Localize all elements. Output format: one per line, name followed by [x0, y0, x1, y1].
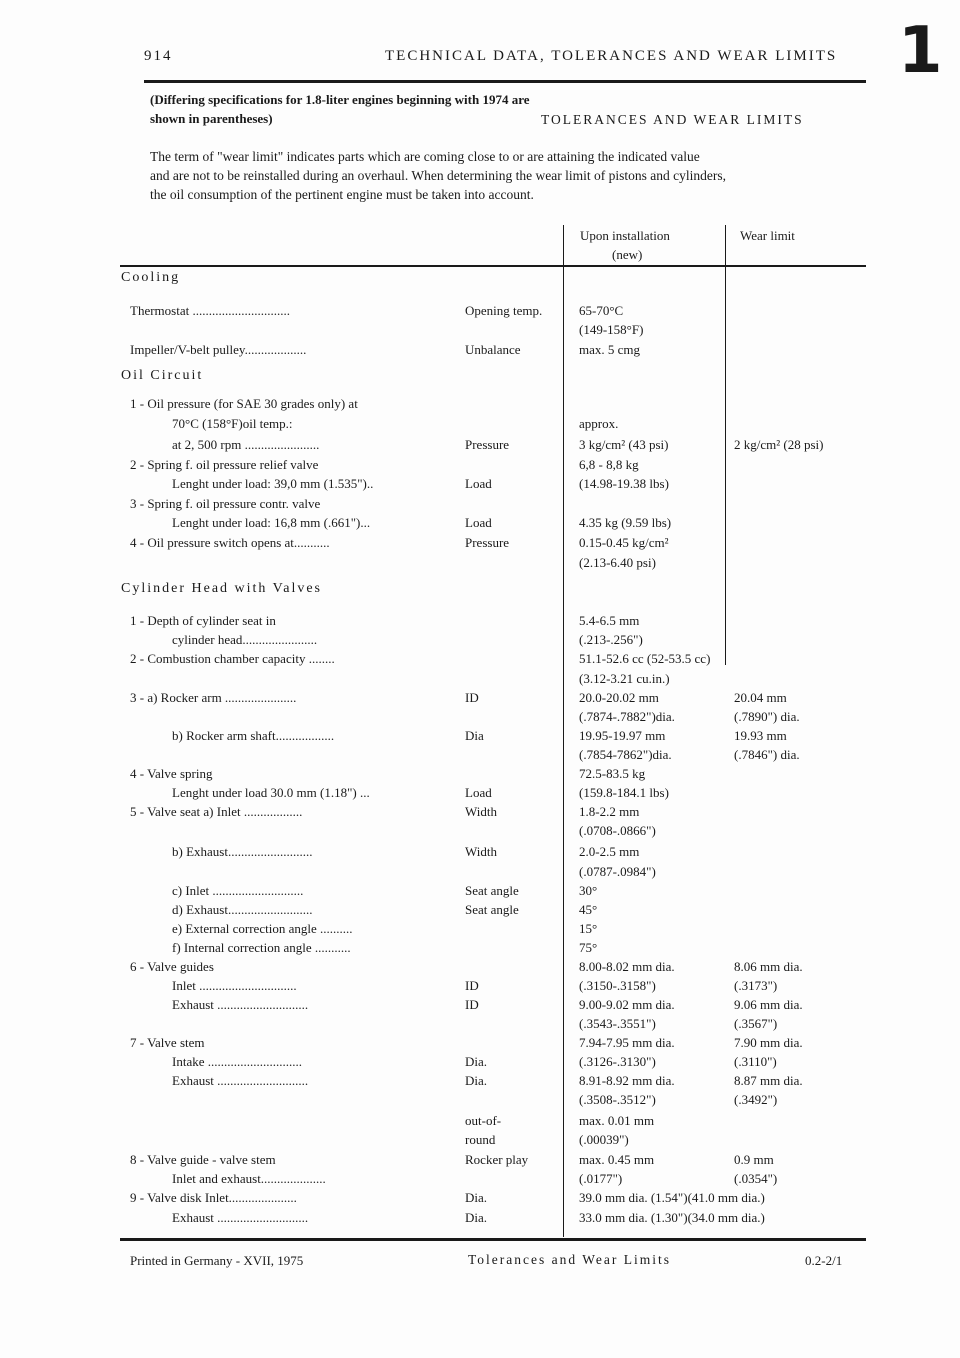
row-parameter: Unbalance — [465, 342, 521, 357]
row-install-value: 1.8-2.2 mm — [579, 804, 640, 819]
row-parameter: round — [465, 1132, 496, 1147]
row-parameter: Dia. — [465, 1073, 488, 1088]
row-wear-value: (.3110") — [734, 1054, 777, 1069]
row-label: Inlet .............................. — [172, 978, 297, 993]
footer-printed: Printed in Germany - XVII, 1975 — [130, 1253, 304, 1268]
row-install-value: 3 kg/cm² (43 psi) — [579, 437, 669, 452]
row-install-value: 65-70°C — [579, 303, 624, 318]
row-wear-value: (.3492") — [734, 1092, 778, 1107]
row-wear-value: (.7890") dia. — [734, 709, 800, 724]
row-install-value: 8.00-8.02 mm dia. — [579, 959, 675, 974]
footer-rule — [120, 1238, 866, 1241]
row-label: at 2, 500 rpm ....................... — [172, 437, 320, 452]
row-install-value: max. 5 cmg — [579, 342, 641, 357]
row-wear-value: 9.06 mm dia. — [734, 997, 803, 1012]
row-parameter: Load — [465, 476, 492, 491]
row-install-value: (.00039") — [579, 1132, 629, 1147]
row-label: Exhaust ............................ — [172, 1210, 309, 1225]
row-install-value: 39.0 mm dia. (1.54")(41.0 mm dia.) — [579, 1190, 765, 1205]
row-install-value: (.0177") — [579, 1171, 623, 1186]
row-label: 1 - Oil pressure (for SAE 30 grades only) at — [130, 396, 358, 411]
intro-paragraph-line-3: the oil consumption of the pertinent engine must be taken into account. — [150, 187, 534, 202]
row-wear-value: 8.06 mm dia. — [734, 959, 803, 974]
row-install-value: (.3150-.3158") — [579, 978, 656, 993]
row-parameter: ID — [465, 978, 479, 993]
row-parameter: ID — [465, 997, 479, 1012]
row-label: 2 - Combustion chamber capacity ........ — [130, 651, 335, 666]
row-install-value: (.213-.256") — [579, 632, 643, 647]
section-heading: Oil Circuit — [121, 368, 204, 383]
row-label: c) Inlet ............................ — [172, 883, 304, 898]
row-label: Exhaust ............................ — [172, 1073, 309, 1088]
row-parameter: Pressure — [465, 437, 510, 452]
row-parameter: Width — [465, 804, 497, 819]
col-wear-heading: Wear limit — [740, 228, 795, 243]
row-label: Inlet and exhaust.................... — [172, 1171, 326, 1186]
row-parameter: Dia — [465, 728, 484, 743]
row-install-value: (.7854-7862")dia. — [579, 747, 672, 762]
row-install-value: (.3126-.3130") — [579, 1054, 656, 1069]
row-install-value: approx. — [579, 416, 619, 431]
row-label: Lenght under load: 39,0 mm (1.535").. — [172, 476, 374, 491]
row-install-value: 20.0-20.02 mm — [579, 690, 659, 705]
row-install-value: (159.8-184.1 lbs) — [579, 785, 669, 800]
row-install-value: (149-158°F) — [579, 322, 644, 337]
row-install-value: 2.0-2.5 mm — [579, 844, 640, 859]
row-label: 6 - Valve guides — [130, 959, 214, 974]
page-number: 914 — [144, 48, 173, 64]
row-parameter: Seat angle — [465, 902, 519, 917]
row-label: Impeller/V-belt pulley................... — [130, 342, 307, 357]
row-parameter: Opening temp. — [465, 303, 543, 318]
row-install-value: max. 0.45 mm — [579, 1152, 655, 1167]
row-label: 3 - Spring f. oil pressure contr. valve — [130, 496, 321, 511]
section-subtitle: TOLERANCES AND WEAR LIMITS — [541, 112, 804, 127]
section-heading: Cooling — [121, 270, 181, 285]
row-install-value: 72.5-83.5 kg — [579, 766, 646, 781]
row-label: 3 - a) Rocker arm ...................... — [130, 690, 297, 705]
row-install-value: (.7874-.7882")dia. — [579, 709, 675, 724]
row-install-value: 15° — [579, 921, 598, 936]
row-label: Exhaust ............................ — [172, 997, 309, 1012]
row-install-value: 75° — [579, 940, 598, 955]
row-parameter: Load — [465, 785, 492, 800]
row-label: e) External correction angle .......... — [172, 921, 353, 936]
row-label: b) Exhaust.......................... — [172, 844, 313, 859]
row-install-value: 51.1-52.6 cc (52-53.5 cc) — [579, 651, 711, 666]
table-top-rule — [120, 265, 866, 267]
row-install-value: 5.4-6.5 mm — [579, 613, 640, 628]
row-wear-value: (.3173") — [734, 978, 778, 993]
row-parameter: Seat angle — [465, 883, 519, 898]
row-install-value: 19.95-19.97 mm — [579, 728, 666, 743]
row-install-value: (.0708-.0866") — [579, 823, 656, 838]
footer-code: 0.2-2/1 — [805, 1253, 843, 1268]
intro-paragraph-line-1: The term of "wear limit" indicates parts which are coming close to or are attaining the indicated value — [150, 149, 700, 164]
row-label: Thermostat .............................. — [130, 303, 290, 318]
row-install-value: 7.94-7.95 mm dia. — [579, 1035, 675, 1050]
row-install-value: 30° — [579, 883, 598, 898]
row-parameter: Width — [465, 844, 497, 859]
page-header-title: TECHNICAL DATA, TOLERANCES AND WEAR LIMITS — [385, 48, 838, 64]
row-install-value: (.3543-.3551") — [579, 1016, 656, 1031]
row-label: Intake ............................. — [172, 1054, 302, 1069]
row-label: 8 - Valve guide - valve stem — [130, 1152, 276, 1167]
row-install-value: 33.0 mm dia. (1.30")(34.0 mm dia.) — [579, 1210, 765, 1225]
col-install-heading-1: Upon installation — [580, 228, 670, 243]
row-wear-value: 0.9 mm — [734, 1152, 774, 1167]
row-install-value: 0.15-0.45 kg/cm² — [579, 535, 669, 550]
row-install-value: 9.00-9.02 mm dia. — [579, 997, 675, 1012]
row-parameter: Dia. — [465, 1190, 488, 1205]
row-label: f) Internal correction angle ........... — [172, 940, 351, 955]
row-label: 7 - Valve stem — [130, 1035, 205, 1050]
row-label: cylinder head....................... — [172, 632, 318, 647]
row-install-value: 45° — [579, 902, 598, 917]
row-install-value: (14.98-19.38 lbs) — [579, 476, 669, 491]
row-wear-value: 19.93 mm — [734, 728, 787, 743]
row-label: d) Exhaust.......................... — [172, 902, 313, 917]
footer-center-title: Tolerances and Wear Limits — [468, 1252, 672, 1267]
row-parameter: ID — [465, 690, 479, 705]
row-label: 4 - Valve spring — [130, 766, 213, 781]
note-line-2: shown in parentheses) — [150, 111, 273, 126]
row-install-value: max. 0.01 mm — [579, 1113, 655, 1128]
row-wear-value: 2 kg/cm² (28 psi) — [734, 437, 824, 452]
wear-column-divider — [725, 225, 726, 665]
row-label: 1 - Depth of cylinder seat in — [130, 613, 276, 628]
row-install-value: (.0787-.0984") — [579, 864, 656, 879]
install-column-divider — [563, 225, 564, 1237]
row-install-value: (.3508-.3512") — [579, 1092, 656, 1107]
row-install-value: (2.13-6.40 psi) — [579, 555, 656, 570]
row-parameter: Pressure — [465, 535, 510, 550]
row-wear-value: 8.87 mm dia. — [734, 1073, 803, 1088]
row-label: 9 - Valve disk Inlet..................... — [130, 1190, 297, 1205]
header-rule — [144, 80, 866, 83]
row-parameter: Dia. — [465, 1210, 488, 1225]
row-wear-value: (.0354") — [734, 1171, 778, 1186]
row-label: 5 - Valve seat a) Inlet .................. — [130, 804, 303, 819]
row-label: Lenght under load: 16,8 mm (.661")... — [172, 515, 371, 530]
chapter-tab-number: 1 — [898, 14, 943, 88]
row-label: Lenght under load 30.0 mm (1.18") ... — [172, 785, 370, 800]
row-wear-value: (.7846") dia. — [734, 747, 800, 762]
row-label: 70°C (158°F)oil temp.: — [172, 416, 293, 431]
row-parameter: Load — [465, 515, 492, 530]
note-line-1: (Differing specifications for 1.8-liter engines beginning with 1974 are — [150, 92, 530, 107]
row-install-value: 8.91-8.92 mm dia. — [579, 1073, 675, 1088]
intro-paragraph-line-2: and are not to be reinstalled during an overhaul. When determining the wear limit of pistons and cylinders, — [150, 168, 726, 183]
row-install-value: 4.35 kg (9.59 lbs) — [579, 515, 672, 530]
col-install-heading-2: (new) — [612, 247, 643, 262]
row-parameter: out-of- — [465, 1113, 502, 1128]
row-label: 4 - Oil pressure switch opens at........... — [130, 535, 330, 550]
row-install-value: (3.12-3.21 cu.in.) — [579, 671, 670, 686]
row-install-value: 6,8 - 8,8 kg — [579, 457, 639, 472]
row-wear-value: (.3567") — [734, 1016, 778, 1031]
row-parameter: Dia. — [465, 1054, 488, 1069]
row-label: 2 - Spring f. oil pressure relief valve — [130, 457, 319, 472]
row-label: b) Rocker arm shaft.................. — [172, 728, 335, 743]
row-wear-value: 7.90 mm dia. — [734, 1035, 803, 1050]
section-heading: Cylinder Head with Valves — [121, 581, 322, 596]
row-parameter: Rocker play — [465, 1152, 529, 1167]
row-wear-value: 20.04 mm — [734, 690, 787, 705]
